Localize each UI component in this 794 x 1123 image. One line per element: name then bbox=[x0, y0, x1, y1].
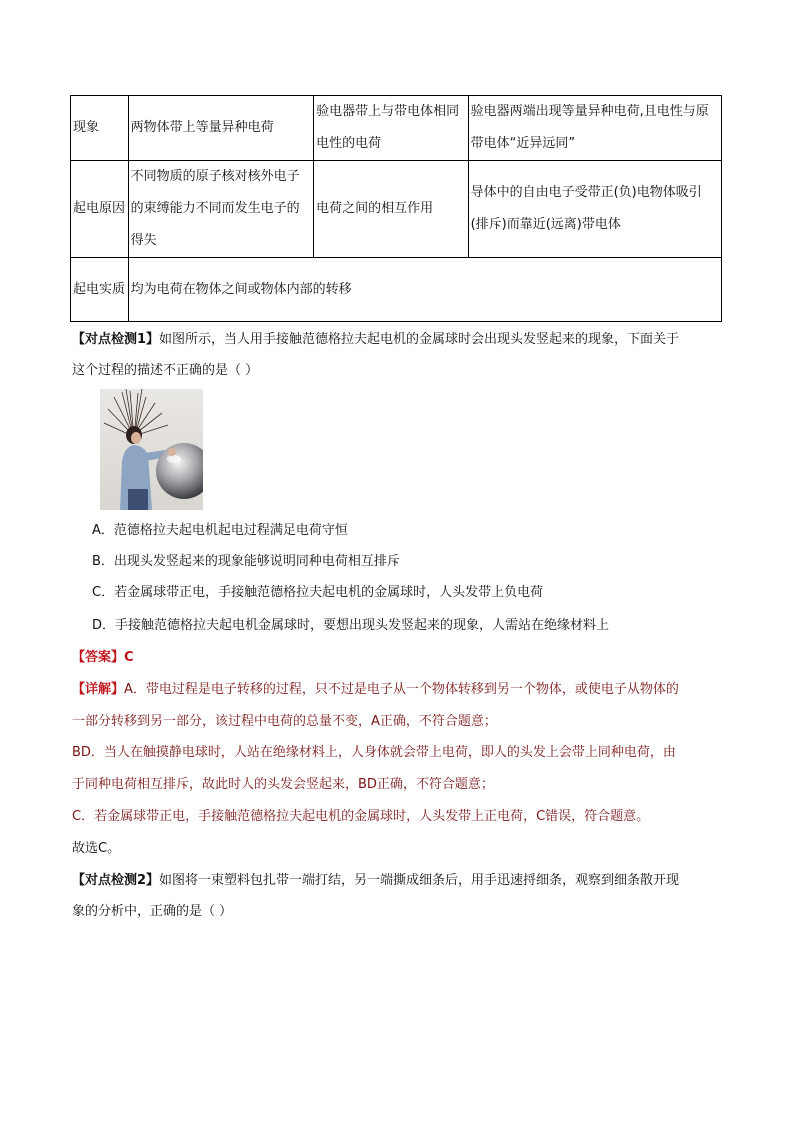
q1-detail-line1: 【详解】A．带电过程是电子转移的过程，只不过是电子从一个物体转移到另一个物体，或使电子从物体的 bbox=[72, 682, 679, 697]
table-row bbox=[71, 258, 722, 322]
detail-tag: 【详解】 bbox=[72, 682, 125, 697]
row-label-phenomenon: 现象 bbox=[71, 96, 129, 161]
contact-cause: 电荷之间的相互作用 bbox=[314, 161, 469, 258]
q1-stem-line1: 【对点检测1】如图所示，当人用手接触范德格拉夫起电机的金属球时会出现头发竖起来的现象，下面关于 bbox=[72, 332, 680, 347]
q1-stem-line2: 这个过程的描述不正确的是（ ） bbox=[72, 363, 259, 378]
essence-content: 均为电荷在物体之间或物体内部的转移 bbox=[128, 258, 721, 322]
q1-conclusion: 故选C。 bbox=[72, 841, 121, 856]
q1-answer bbox=[72, 649, 732, 667]
electrification-table bbox=[70, 95, 722, 322]
answer-value: C bbox=[124, 650, 134, 665]
table-row bbox=[71, 161, 722, 258]
contact-phenomenon: 验电器带上与带电体相同电性的电荷 bbox=[314, 96, 469, 161]
induction-phenomenon: 验电器两端出现等量异种电荷,且电性与原带电体“近异远同” bbox=[468, 96, 721, 161]
table-row bbox=[71, 96, 722, 161]
q2-tag: 【对点检测2】 bbox=[72, 873, 160, 888]
q1-option-b[interactable]: B．出现头发竖起来的现象能够说明同种电荷相互排斥 bbox=[92, 554, 400, 569]
answer-tag: 【答案】 bbox=[72, 650, 125, 665]
q1-detail-line3: BD．当人在触摸静电球时，人站在绝缘材料上，人身体就会带上电荷，即人的头发上会带上同种电荷，由 bbox=[72, 745, 676, 760]
q1-tag: 【对点检测1】 bbox=[72, 332, 160, 347]
q2-stem-line1: 【对点检测2】如图将一束塑料包扎带一端打结，另一端撕成细条后，用手迅速捋细条，观察到细条散开现 bbox=[72, 873, 680, 888]
q1-option-c[interactable]: C．若金属球带正电，手接触范德格拉夫起电机的金属球时，人头发带上负电荷 bbox=[92, 585, 544, 600]
q1-detail-line5: C．若金属球带正电，手接触范德格拉夫起电机的金属球时，人头发带上正电荷，C错误，符合题意。 bbox=[72, 809, 650, 824]
friction-phenomenon: 两物体带上等量异种电荷 bbox=[128, 96, 313, 161]
q1-option-a[interactable]: A．范德格拉夫起电机起电过程满足电荷守恒 bbox=[92, 523, 348, 538]
q1-detail-line4: 于同种电荷相互排斥，故此时人的头发会竖起来，BD正确，不符合题意； bbox=[72, 777, 494, 792]
row-label-essence: 起电实质 bbox=[71, 258, 129, 322]
q1-detail-line2: 一部分转移到另一部分，该过程中电荷的总量不变，A正确，不符合题意； bbox=[72, 714, 497, 729]
induction-cause: 导体中的自由电子受带正(负)电物体吸引(排斥)而靠近(远离)带电体 bbox=[468, 161, 721, 258]
van-de-graaff-photo bbox=[100, 389, 203, 510]
q2-stem-line2: 象的分析中，正确的是（ ） bbox=[72, 904, 233, 919]
q1-option-d[interactable]: D．手接触范德格拉夫起电机金属球时，要想出现头发竖起来的现象，人需站在绝缘材料上 bbox=[92, 618, 610, 633]
friction-cause: 不同物质的原子核对核外电子的束缚能力不同而发生电子的得失 bbox=[128, 161, 313, 258]
row-label-cause: 起电原因 bbox=[71, 161, 129, 258]
